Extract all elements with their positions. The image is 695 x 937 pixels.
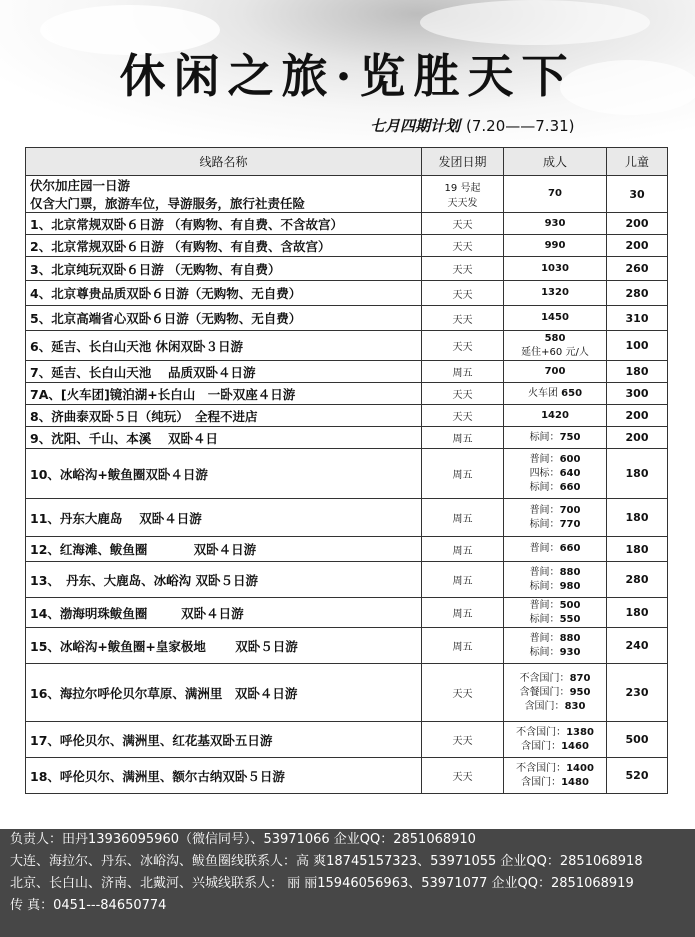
contact-line: 北京、长白山、济南、北戴河、兴城线联系人： 丽 丽15946056963、53971077 企业QQ：2851068919 bbox=[10, 876, 634, 891]
departure-date-cell bbox=[422, 537, 504, 562]
price-value: 1030 bbox=[541, 262, 569, 274]
route-name-cell bbox=[26, 562, 422, 598]
departure-date-cell bbox=[422, 213, 504, 235]
route-name-cell bbox=[26, 383, 422, 405]
adult-price-line bbox=[508, 346, 602, 360]
departure-date-cell bbox=[422, 449, 504, 499]
adult-price-cell bbox=[504, 361, 607, 383]
price-label: 普间： bbox=[529, 453, 560, 465]
departure-date: 天天 bbox=[452, 242, 473, 253]
price-value: 640 bbox=[559, 467, 581, 479]
adult-price-cell bbox=[504, 449, 607, 499]
table-row bbox=[26, 306, 668, 331]
table-row bbox=[26, 758, 668, 794]
price-label: 标间： bbox=[529, 481, 560, 493]
price-value: 830 bbox=[564, 700, 586, 712]
adult-price-line bbox=[508, 672, 602, 686]
departure-date: 天天 bbox=[452, 220, 473, 231]
departure-date: 天天 bbox=[452, 314, 473, 326]
departure-date-cell bbox=[422, 499, 504, 537]
departure-date-cell bbox=[422, 758, 504, 794]
child-price-cell: 200 bbox=[607, 405, 668, 427]
route-name-cell bbox=[26, 361, 422, 383]
route-name: 7、延吉、长白山天池 品质双卧４日游 bbox=[30, 364, 256, 380]
route-name-cell bbox=[26, 628, 422, 664]
departure-date-cell bbox=[422, 257, 504, 281]
departure-date: 周五 bbox=[452, 368, 473, 379]
child-price-cell: 180 bbox=[607, 499, 668, 537]
route-name: 13、 丹东、大鹿岛、冰峪沟 双卧５日游 bbox=[30, 572, 258, 588]
table-row bbox=[26, 499, 668, 537]
adult-price-cell bbox=[504, 281, 607, 306]
route-name-cell bbox=[26, 405, 422, 427]
departure-date-cell bbox=[422, 331, 504, 361]
price-value: 880 bbox=[559, 632, 581, 644]
child-price-cell: 200 bbox=[607, 427, 668, 449]
child-price-cell: 180 bbox=[607, 537, 668, 562]
adult-price-line bbox=[508, 762, 602, 776]
price-label: 火车团 bbox=[527, 387, 562, 399]
departure-date-cell bbox=[422, 281, 504, 306]
price-label: 四标： bbox=[529, 467, 560, 479]
table-row bbox=[26, 281, 668, 306]
route-name-cell bbox=[26, 306, 422, 331]
child-price-cell: 520 bbox=[607, 758, 668, 794]
adult-price-line bbox=[508, 518, 602, 532]
child-price-cell: 180 bbox=[607, 449, 668, 499]
price-label: 延住+60 元/人 bbox=[521, 346, 589, 358]
route-name: 7A、[火车团]镜泊湖+长白山 一卧双座４日游 bbox=[30, 386, 296, 402]
table-row bbox=[26, 427, 668, 449]
price-value: 1320 bbox=[541, 287, 569, 298]
table-row bbox=[26, 235, 668, 257]
price-value: 1420 bbox=[541, 409, 569, 421]
route-name: 1、北京常规双卧６日游 （有购物、有自费、不含故宫） bbox=[30, 216, 344, 232]
col-header-child: 儿童 bbox=[607, 148, 668, 176]
route-name: 15、冰峪沟+鲅鱼圈+皇家极地 双卧５日游 bbox=[30, 638, 298, 654]
price-value: 580 bbox=[544, 332, 566, 344]
table-row bbox=[26, 257, 668, 281]
departure-date: 天天 bbox=[452, 265, 473, 276]
price-value: 770 bbox=[559, 518, 581, 530]
price-label: 不含国门： bbox=[516, 726, 567, 738]
departure-date-cell bbox=[422, 383, 504, 405]
table-row bbox=[26, 361, 668, 383]
departure-date-cell bbox=[422, 664, 504, 722]
child-price-cell: 180 bbox=[607, 598, 668, 628]
route-name: 5、北京高端省心双卧６日游（无购物、无自费） bbox=[30, 311, 302, 326]
adult-price-line bbox=[508, 700, 602, 714]
route-name-cell bbox=[26, 176, 422, 213]
departure-date: 天天 bbox=[452, 412, 473, 423]
adult-price-line bbox=[508, 599, 602, 613]
price-value: 1480 bbox=[561, 776, 589, 788]
price-label: 标间： bbox=[529, 518, 560, 530]
adult-price-cell bbox=[504, 176, 607, 213]
adult-price-cell bbox=[504, 427, 607, 449]
table-row bbox=[26, 331, 668, 361]
departure-date: 周五 bbox=[452, 642, 473, 653]
departure-date: 周五 bbox=[452, 609, 473, 620]
departure-date-cell bbox=[422, 306, 504, 331]
adult-price-cell bbox=[504, 499, 607, 537]
price-label: 标间： bbox=[529, 431, 560, 443]
price-label: 不含国门： bbox=[516, 762, 567, 774]
adult-price-line bbox=[508, 453, 602, 467]
route-name-cell bbox=[26, 281, 422, 306]
table-row bbox=[26, 562, 668, 598]
price-label: 标间： bbox=[529, 580, 560, 592]
adult-price-line bbox=[508, 239, 602, 253]
departure-date-cell bbox=[422, 722, 504, 758]
adult-price-line bbox=[508, 542, 602, 556]
adult-price-line bbox=[508, 311, 602, 325]
departure-date: 周五 bbox=[452, 434, 473, 445]
adult-price-line bbox=[508, 187, 602, 201]
contact-line: 大连、海拉尔、丹东、冰峪沟、鲅鱼圈线联系人：高 爽18745157323、53971055 企业QQ：2851068918 bbox=[10, 854, 643, 869]
route-name-cell bbox=[26, 257, 422, 281]
departure-date: 周五 bbox=[452, 545, 473, 557]
table-row bbox=[26, 628, 668, 664]
cloud-decoration bbox=[420, 0, 650, 45]
child-price-cell: 200 bbox=[607, 213, 668, 235]
price-value: 660 bbox=[559, 543, 581, 554]
route-name: 6、延吉、长白山天池 休闲双卧３日游 bbox=[30, 338, 244, 354]
route-name: 2、北京常规双卧６日游 （有购物、有自费、含故宫） bbox=[30, 238, 331, 254]
departure-date-cell bbox=[422, 235, 504, 257]
route-name: 12、红海滩、鲅鱼圈 双卧４日游 bbox=[30, 542, 257, 557]
price-label: 普间： bbox=[529, 599, 560, 611]
price-label: 含国门： bbox=[521, 776, 562, 788]
price-value: 930 bbox=[544, 217, 566, 229]
table-header-row bbox=[26, 148, 668, 176]
table-row bbox=[26, 449, 668, 499]
table-row bbox=[26, 722, 668, 758]
route-name: 伏尔加庄园一日游 bbox=[30, 178, 131, 193]
departure-date: 天天 bbox=[452, 736, 473, 747]
price-value: 500 bbox=[559, 599, 581, 611]
price-value: 930 bbox=[559, 646, 581, 658]
price-label: 标间： bbox=[529, 613, 560, 625]
price-value: 70 bbox=[548, 188, 562, 199]
adult-price-cell bbox=[504, 628, 607, 664]
price-value: 660 bbox=[559, 481, 581, 493]
adult-price-line bbox=[508, 740, 602, 754]
table-row bbox=[26, 664, 668, 722]
adult-price-cell bbox=[504, 722, 607, 758]
contact-line: 负责人：田丹13936095960（微信同号）、53971066 企业QQ：2851068910 bbox=[10, 832, 476, 847]
child-price-cell: 240 bbox=[607, 628, 668, 664]
route-name-cell bbox=[26, 758, 422, 794]
departure-date-cell bbox=[422, 598, 504, 628]
price-label: 不含国门： bbox=[519, 672, 570, 684]
route-name-cell bbox=[26, 449, 422, 499]
route-name-cell bbox=[26, 213, 422, 235]
price-value: 990 bbox=[544, 239, 566, 251]
child-price-cell: 30 bbox=[607, 176, 668, 213]
route-name: 9、沈阳、千山、本溪 双卧４日 bbox=[30, 430, 219, 446]
adult-price-cell bbox=[504, 306, 607, 331]
departure-date-cell bbox=[422, 427, 504, 449]
route-name-cell bbox=[26, 598, 422, 628]
child-price-cell: 280 bbox=[607, 281, 668, 306]
price-label: 普间： bbox=[529, 632, 560, 644]
child-price-cell: 500 bbox=[607, 722, 668, 758]
departure-date: 周五 bbox=[452, 470, 473, 481]
adult-price-line bbox=[508, 632, 602, 646]
price-value: 1460 bbox=[561, 740, 589, 752]
adult-price-line bbox=[508, 467, 602, 481]
page-title: 休闲之旅·览胜天下 bbox=[119, 49, 576, 103]
child-price-cell: 100 bbox=[607, 331, 668, 361]
route-name: 4、北京尊贵品质双卧６日游（无购物、无自费） bbox=[30, 286, 302, 301]
route-name: 14、渤海明珠鲅鱼圈 双卧４日游 bbox=[30, 605, 244, 621]
price-label: 含国门： bbox=[524, 700, 565, 712]
departure-date: 周五 bbox=[452, 576, 473, 587]
page-subtitle bbox=[370, 115, 575, 136]
adult-price-cell bbox=[504, 383, 607, 405]
table-row bbox=[26, 383, 668, 405]
adult-price-cell bbox=[504, 664, 607, 722]
departure-date: 周五 bbox=[452, 514, 473, 525]
route-name-cell bbox=[26, 722, 422, 758]
price-value: 1400 bbox=[566, 762, 594, 774]
adult-price-line bbox=[508, 409, 602, 423]
adult-price-line bbox=[508, 726, 602, 740]
fax-line: 传 真：0451---84650774 bbox=[10, 898, 167, 913]
child-price-cell: 200 bbox=[607, 235, 668, 257]
adult-price-line bbox=[508, 217, 602, 231]
adult-price-cell bbox=[504, 598, 607, 628]
adult-price-line bbox=[508, 481, 602, 495]
adult-price-cell bbox=[504, 562, 607, 598]
departure-date: 天天 bbox=[452, 289, 473, 301]
departure-date-cell bbox=[422, 628, 504, 664]
col-header-adult: 成人 bbox=[504, 148, 607, 176]
price-value: 700 bbox=[559, 504, 581, 516]
col-header-date: 发团日期 bbox=[422, 148, 504, 176]
adult-price-cell bbox=[504, 257, 607, 281]
route-name-cell bbox=[26, 537, 422, 562]
route-name-cell bbox=[26, 664, 422, 722]
child-price-cell: 260 bbox=[607, 257, 668, 281]
route-name: 8、济曲泰双卧５日（纯玩） 全程不进店 bbox=[30, 408, 258, 424]
departure-date: 天天 bbox=[452, 342, 473, 353]
price-value: 650 bbox=[561, 387, 583, 399]
departure-date: 天天 bbox=[452, 772, 473, 783]
adult-price-cell bbox=[504, 758, 607, 794]
adult-price-cell bbox=[504, 537, 607, 562]
adult-price-line bbox=[508, 431, 602, 445]
price-value: 700 bbox=[544, 365, 566, 377]
adult-price-line bbox=[508, 365, 602, 379]
departure-date-cell bbox=[422, 405, 504, 427]
child-price-cell: 280 bbox=[607, 562, 668, 598]
subtitle-label: 七月四期计划 bbox=[370, 117, 461, 135]
route-description: 仅含大门票，旅游车位，导游服务，旅行社责任险 bbox=[30, 196, 306, 211]
table-row bbox=[26, 537, 668, 562]
child-price-cell: 230 bbox=[607, 664, 668, 722]
departure-date-cell bbox=[422, 176, 504, 213]
price-label: 含餐国门： bbox=[519, 686, 570, 698]
adult-price-line bbox=[508, 566, 602, 580]
col-header-route: 线路名称 bbox=[26, 148, 422, 176]
adult-price-cell bbox=[504, 213, 607, 235]
departure-date-cell bbox=[422, 361, 504, 383]
price-value: 750 bbox=[559, 431, 581, 443]
price-label: 含国门： bbox=[521, 740, 562, 752]
contact-footer bbox=[0, 829, 695, 937]
departure-date: 天天 bbox=[452, 689, 473, 700]
price-value: 600 bbox=[559, 453, 581, 465]
table-row bbox=[26, 176, 668, 213]
adult-price-line bbox=[508, 646, 602, 660]
route-name-cell bbox=[26, 427, 422, 449]
subtitle-dates: (7.20——7.31) bbox=[466, 117, 575, 135]
adult-price-line bbox=[508, 686, 602, 700]
route-name-cell bbox=[26, 499, 422, 537]
route-name: 3、北京纯玩双卧６日游 （无购物、有自费） bbox=[30, 261, 281, 277]
adult-price-line bbox=[508, 262, 602, 276]
route-name-cell bbox=[26, 235, 422, 257]
route-name: 10、冰峪沟+鲅鱼圈双卧４日游 bbox=[30, 466, 208, 482]
price-value: 1380 bbox=[566, 726, 594, 738]
adult-price-line bbox=[508, 776, 602, 790]
adult-price-cell bbox=[504, 331, 607, 361]
adult-price-line bbox=[508, 504, 602, 518]
price-label: 普间： bbox=[529, 504, 560, 516]
route-name: 11、丹东大鹿岛 双卧４日游 bbox=[30, 510, 202, 526]
adult-price-line bbox=[508, 286, 602, 300]
adult-price-line bbox=[508, 387, 602, 401]
price-label: 标间： bbox=[529, 646, 560, 658]
adult-price-cell bbox=[504, 235, 607, 257]
price-value: 550 bbox=[559, 613, 581, 625]
table-row bbox=[26, 405, 668, 427]
price-label: 普间： bbox=[529, 566, 560, 578]
departure-date: 19 号起 bbox=[444, 183, 481, 194]
table-row bbox=[26, 213, 668, 235]
route-name: 18、呼伦贝尔、满洲里、额尔古纳双卧５日游 bbox=[30, 768, 285, 784]
child-price-cell: 180 bbox=[607, 361, 668, 383]
route-name: 16、海拉尔呼伦贝尔草原、满洲里 双卧４日游 bbox=[30, 685, 298, 701]
price-value: 1450 bbox=[541, 312, 569, 323]
departure-date-cell bbox=[422, 562, 504, 598]
child-price-cell: 310 bbox=[607, 306, 668, 331]
table-row bbox=[26, 598, 668, 628]
itinerary-table bbox=[25, 147, 668, 794]
child-price-cell: 300 bbox=[607, 383, 668, 405]
departure-date-note: 天天发 bbox=[447, 198, 478, 209]
departure-date: 天天 bbox=[452, 390, 473, 401]
adult-price-line bbox=[508, 613, 602, 627]
price-value: 950 bbox=[569, 686, 591, 698]
price-label: 普间： bbox=[529, 543, 560, 554]
price-value: 870 bbox=[569, 672, 591, 684]
adult-price-line bbox=[508, 580, 602, 594]
adult-price-cell bbox=[504, 405, 607, 427]
price-value: 880 bbox=[559, 566, 581, 578]
adult-price-line bbox=[508, 332, 602, 346]
route-name: 17、呼伦贝尔、满洲里、红花基双卧五日游 bbox=[30, 732, 273, 748]
price-value: 980 bbox=[559, 580, 581, 592]
route-name-cell bbox=[26, 331, 422, 361]
